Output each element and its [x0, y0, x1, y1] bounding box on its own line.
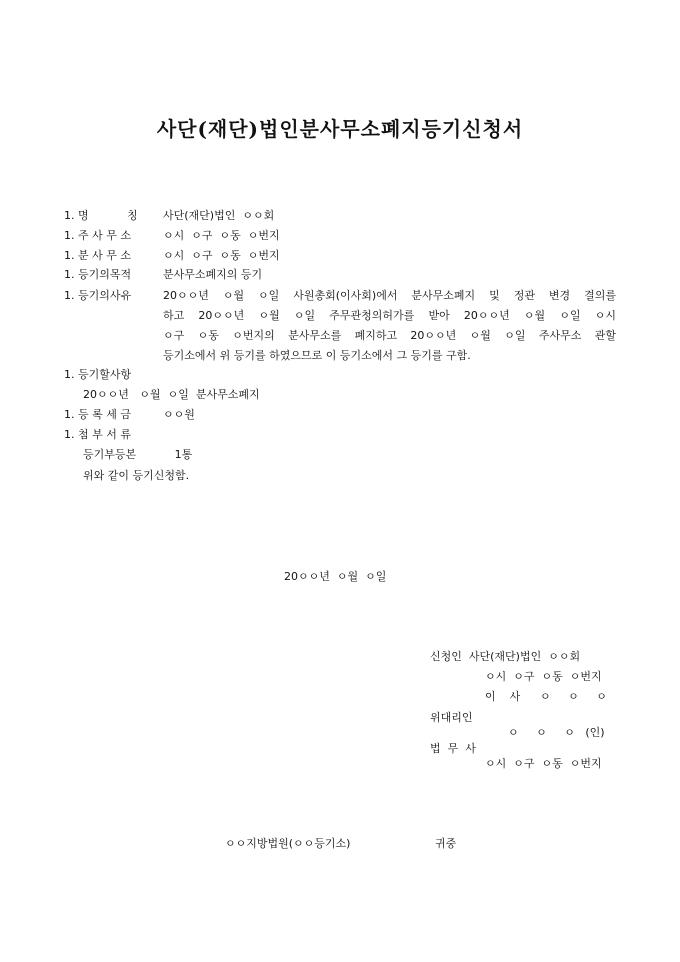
- honorific: 귀중: [435, 837, 457, 850]
- reason-label: 1. 등기의사유: [64, 289, 132, 302]
- applicant-name: 신청인 사단(재단)법인 ㅇㅇ회: [430, 650, 581, 663]
- agent-label: 위대리인: [430, 711, 473, 724]
- applicant-address: ㅇ시 ㅇ구 ㅇ동 ㅇ번지: [485, 670, 602, 683]
- purpose-label: 1. 등기의목적: [64, 268, 132, 281]
- main-office-label: 1. 주 사 무 소: [64, 229, 131, 242]
- tax-value: ㅇㅇ원: [163, 408, 195, 421]
- main-office-value: ㅇ시 ㅇ구 ㅇ동 ㅇ번지: [163, 229, 280, 242]
- matters-label: 1. 등기할사항: [64, 368, 132, 381]
- reason-line: 등기소에서 위 등기를 하였으므로 이 등기소에서 그 등기를 구함.: [163, 349, 471, 362]
- branch-office-label: 1. 분 사 무 소: [64, 249, 131, 262]
- attachments-label: 1. 첨 부 서 류: [64, 428, 131, 441]
- scrivener-label: 법 무 사: [430, 742, 476, 755]
- attachments-value: 등기부등본 1통: [83, 448, 193, 461]
- agent-name-seal: ㅇ ㅇ ㅇ (인): [508, 726, 605, 739]
- closing-statement: 위와 같이 등기신청함.: [83, 469, 190, 482]
- tax-label: 1. 등 록 세 금: [64, 408, 131, 421]
- director-name: ㅇ ㅇ ㅇ: [540, 690, 607, 703]
- reason-line: 20ㅇㅇ년 ㅇ월 ㅇ일 사원총회(이사회)에서 분사무소폐지 및 정관 변경 결의를: [163, 289, 616, 302]
- document-date: 20ㅇㅇ년 ㅇ월 ㅇ일: [284, 570, 387, 583]
- director-label: 이 사: [485, 690, 521, 703]
- name-value: 사단(재단)법인 ㅇㅇ회: [163, 209, 275, 222]
- scrivener-address: ㅇ시 ㅇ구 ㅇ동 ㅇ번지: [485, 757, 602, 770]
- purpose-value: 분사무소폐지의 등기: [163, 268, 263, 281]
- reason-line: 하고 20ㅇㅇ년 ㅇ월 ㅇ일 주무관청의허가를 받아 20ㅇㅇ년 ㅇ월 ㅇ일 ㅇ시: [163, 309, 616, 322]
- reason-line: ㅇ구 ㅇ동 ㅇ번지의 분사무소를 폐지하고 20ㅇㅇ년 ㅇ월 ㅇ일 주사무소 관할: [163, 329, 616, 342]
- branch-office-value: ㅇ시 ㅇ구 ㅇ동 ㅇ번지: [163, 249, 280, 262]
- name-label: 1. 명 칭: [64, 209, 138, 222]
- court-name: ㅇㅇ지방법원(ㅇㅇ등기소): [225, 837, 351, 850]
- matters-value: 20ㅇㅇ년 ㅇ월 ㅇ일 분사무소폐지: [83, 388, 260, 401]
- reason-text: [163, 286, 616, 366]
- document-title: 사단(재단)법인분사무소폐지등기신청서: [156, 117, 524, 141]
